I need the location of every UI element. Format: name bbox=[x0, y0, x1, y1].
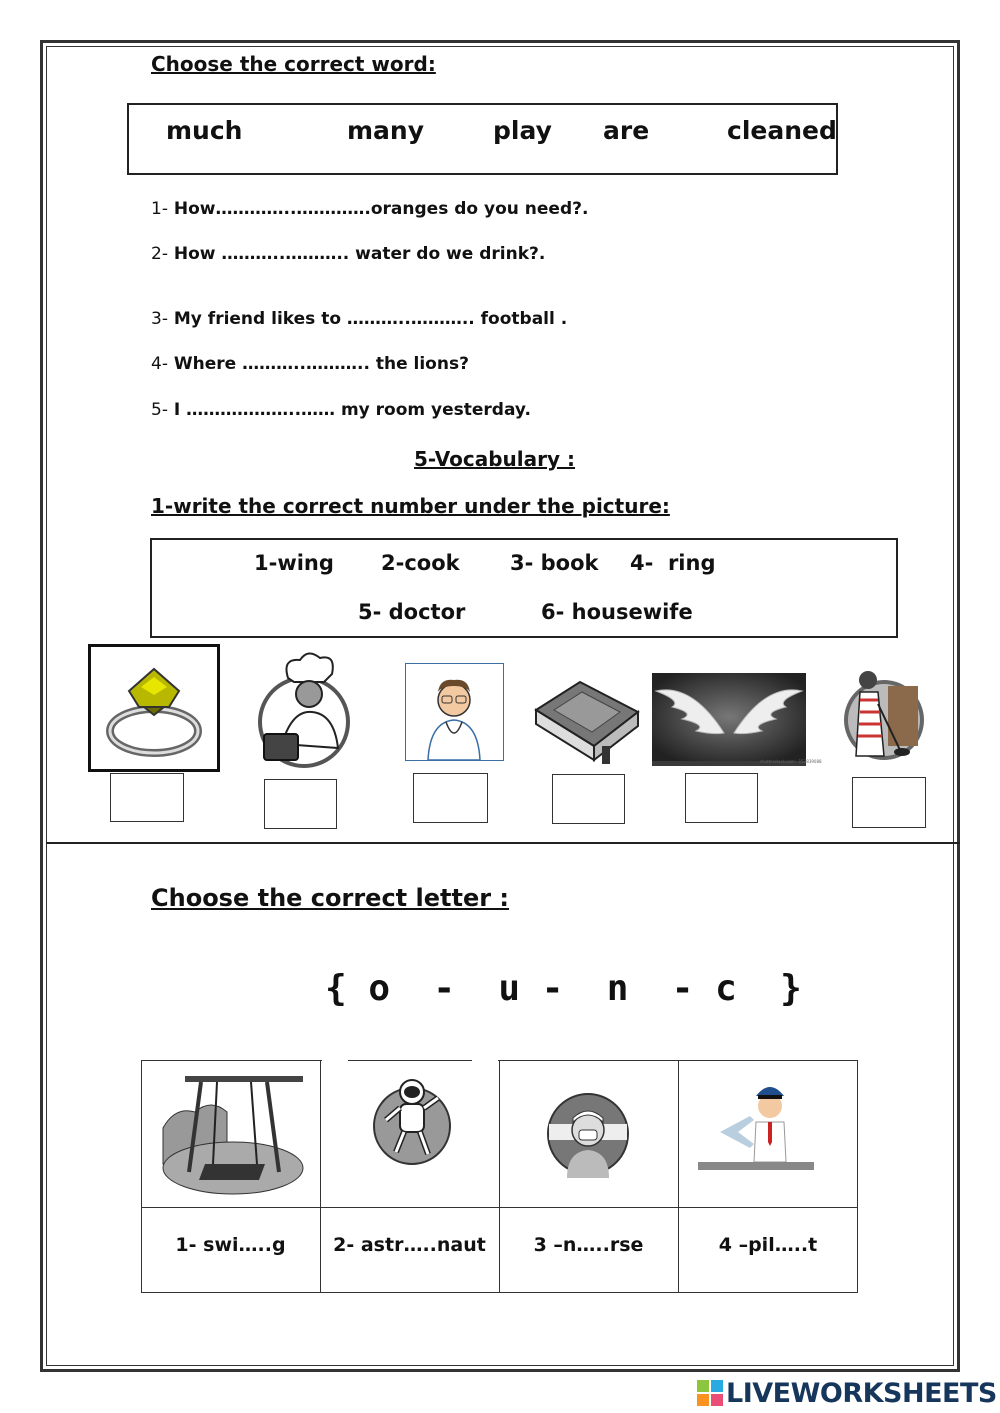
answer-box-ring[interactable] bbox=[110, 773, 184, 822]
ring-picture bbox=[88, 644, 220, 772]
letter-options: { o - u - n - c } bbox=[325, 968, 802, 1009]
vocab-word: 2-cook bbox=[381, 551, 460, 575]
sentence-1[interactable]: 1- How…………..………….oranges do you need?. bbox=[151, 199, 589, 219]
housewife-icon bbox=[838, 660, 930, 764]
vocab-word: 6- housewife bbox=[541, 600, 693, 624]
sentence-3[interactable]: 3- My friend likes to ………..……….. football . bbox=[151, 309, 568, 329]
answer-box-housewife[interactable] bbox=[852, 777, 926, 828]
housewife-picture bbox=[838, 660, 930, 764]
letter-word-2[interactable]: 2- astr…..naut bbox=[333, 1234, 486, 1256]
swing-picture bbox=[155, 1068, 305, 1200]
vocab-word: 4- ring bbox=[630, 551, 716, 575]
logo-mark-icon bbox=[697, 1380, 723, 1406]
answer-box-doctor[interactable] bbox=[413, 773, 488, 823]
cook-picture bbox=[252, 648, 356, 770]
answer-box-book[interactable] bbox=[552, 774, 625, 824]
vocab-word: 5- doctor bbox=[358, 600, 466, 624]
doctor-picture bbox=[405, 663, 504, 761]
word-bank-item: cleaned bbox=[727, 116, 837, 145]
table-divider bbox=[678, 1060, 679, 1293]
wing-icon bbox=[652, 673, 806, 761]
answer-box-cook[interactable] bbox=[264, 779, 337, 829]
cook-icon bbox=[252, 648, 356, 770]
vocabulary-heading: 5-Vocabulary : bbox=[414, 447, 576, 471]
doctor-icon bbox=[406, 664, 503, 760]
answer-box-wing[interactable] bbox=[685, 773, 758, 823]
sentence-4[interactable]: 4- Where ………..……….. the lions? bbox=[151, 354, 469, 374]
astronaut-picture bbox=[370, 1068, 460, 1200]
table-divider bbox=[499, 1060, 500, 1293]
word-bank-item: play bbox=[493, 116, 552, 145]
wing-picture bbox=[652, 673, 822, 766]
word-bank-item: many bbox=[347, 116, 425, 145]
choose-word-heading: Choose the correct word: bbox=[151, 52, 436, 76]
astronaut-icon bbox=[370, 1068, 460, 1168]
picture-watermark: shutterstock.com · 152839088 bbox=[760, 759, 822, 764]
choose-letter-heading: Choose the correct letter : bbox=[151, 884, 510, 912]
liveworksheets-logo bbox=[697, 1378, 997, 1408]
book-icon bbox=[530, 676, 642, 766]
pilot-icon bbox=[698, 1078, 814, 1172]
table-divider bbox=[320, 1060, 321, 1293]
table-gap bbox=[472, 1057, 498, 1063]
vocab-word: 1-wing bbox=[254, 551, 334, 575]
vocab-word: 3- book bbox=[510, 551, 599, 575]
letter-word-1[interactable]: 1- swi…..g bbox=[175, 1234, 286, 1256]
letter-word-4[interactable]: 4 –pil…..t bbox=[718, 1234, 818, 1256]
word-bank-item: much bbox=[166, 116, 243, 145]
table-gap bbox=[322, 1057, 348, 1063]
book-picture bbox=[530, 676, 642, 766]
swing-icon bbox=[155, 1068, 305, 1200]
sentence-5[interactable]: 5- I ………………..…… my room yesterday. bbox=[151, 400, 531, 420]
vocabulary-instruction: 1-write the correct number under the picture: bbox=[151, 494, 670, 518]
logo-text: LIVEWORKSHEETS bbox=[726, 1377, 997, 1409]
word-bank-item: are bbox=[603, 116, 650, 145]
pilot-picture bbox=[698, 1078, 814, 1210]
nurse-icon bbox=[545, 1090, 631, 1180]
letter-word-3[interactable]: 3 –n…..rse bbox=[533, 1234, 644, 1256]
section-divider bbox=[46, 842, 960, 844]
nurse-picture bbox=[545, 1090, 631, 1222]
ring-icon bbox=[91, 647, 217, 769]
sentence-2[interactable]: 2- How ………..……….. water do we drink?. bbox=[151, 244, 546, 264]
